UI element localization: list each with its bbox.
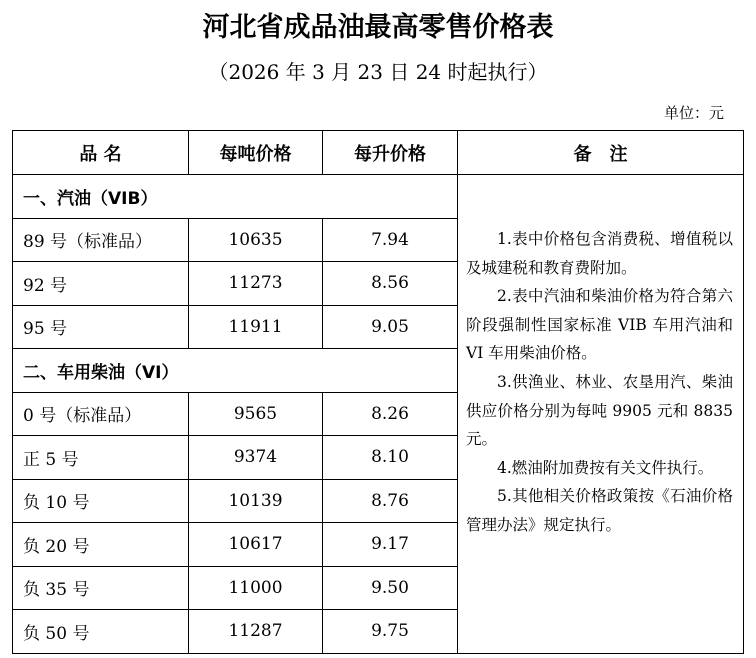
- remark-note: 2.表中汽油和柴油价格为符合第六阶段强制性国家标准 VIB 车用汽油和 VI 车用柴油价格。: [466, 287, 733, 363]
- product-name: 负 50 号: [13, 610, 189, 654]
- price-per-ton: 9374: [189, 436, 323, 480]
- effective-date-subtitle: （2026 年 3 月 23 日 24 时起执行）: [208, 60, 548, 84]
- price-per-liter: 8.10: [323, 436, 458, 480]
- price-per-liter: 9.50: [323, 566, 458, 610]
- header-row: [13, 131, 744, 175]
- category-row-gasoline: [13, 175, 744, 219]
- price-per-ton: 11000: [189, 566, 323, 610]
- price-per-liter: 7.94: [323, 218, 458, 262]
- price-per-liter: 8.26: [323, 392, 458, 436]
- price-per-ton: 10635: [189, 218, 323, 262]
- product-name: 负 10 号: [13, 479, 189, 523]
- product-name: 92 号: [13, 262, 189, 306]
- product-name: 正 5 号: [13, 436, 189, 480]
- product-name: 95 号: [13, 305, 189, 349]
- remark-note: 1.表中价格包含消费税、增值税以及城建税和教育费附加。: [466, 230, 733, 277]
- price-per-ton: 11911: [189, 305, 323, 349]
- price-per-ton: 11287: [189, 610, 323, 654]
- remarks-cell: [458, 175, 744, 654]
- product-name: 负 20 号: [13, 523, 189, 567]
- category-gasoline: 一、汽油（VIB）: [13, 175, 458, 219]
- header-price-per-liter: 每升价格: [323, 131, 458, 175]
- product-name: 89 号（标准品）: [13, 218, 189, 262]
- remark-note: 4.燃油附加费按有关文件执行。: [497, 458, 714, 477]
- product-name: 负 35 号: [13, 566, 189, 610]
- price-per-liter: 9.75: [323, 610, 458, 654]
- header-price-per-ton: 每吨价格: [189, 131, 323, 175]
- price-per-ton: 9565: [189, 392, 323, 436]
- product-name: 0 号（标准品）: [13, 392, 189, 436]
- category-diesel: 二、车用柴油（VI）: [13, 349, 458, 393]
- price-per-liter: 9.05: [323, 305, 458, 349]
- price-per-liter: 8.56: [323, 262, 458, 306]
- header-product-name: 品 名: [13, 131, 189, 175]
- price-table: [12, 130, 744, 654]
- price-per-liter: 9.17: [323, 523, 458, 567]
- price-per-ton: 10139: [189, 479, 323, 523]
- price-per-liter: 8.76: [323, 479, 458, 523]
- price-per-ton: 10617: [189, 523, 323, 567]
- header-remarks: 备 注: [458, 131, 744, 175]
- page-title: 河北省成品油最高零售价格表: [202, 12, 554, 43]
- price-per-ton: 11273: [189, 262, 323, 306]
- unit-label: 单位：元: [663, 104, 724, 122]
- remark-note: 3.供渔业、林业、农垦用汽、柴油供应价格分别为每吨 9905 元和 8835 元。: [466, 372, 733, 449]
- remark-note: 5.其他相关价格政策按《石油价格管理办法》规定执行。: [466, 487, 733, 534]
